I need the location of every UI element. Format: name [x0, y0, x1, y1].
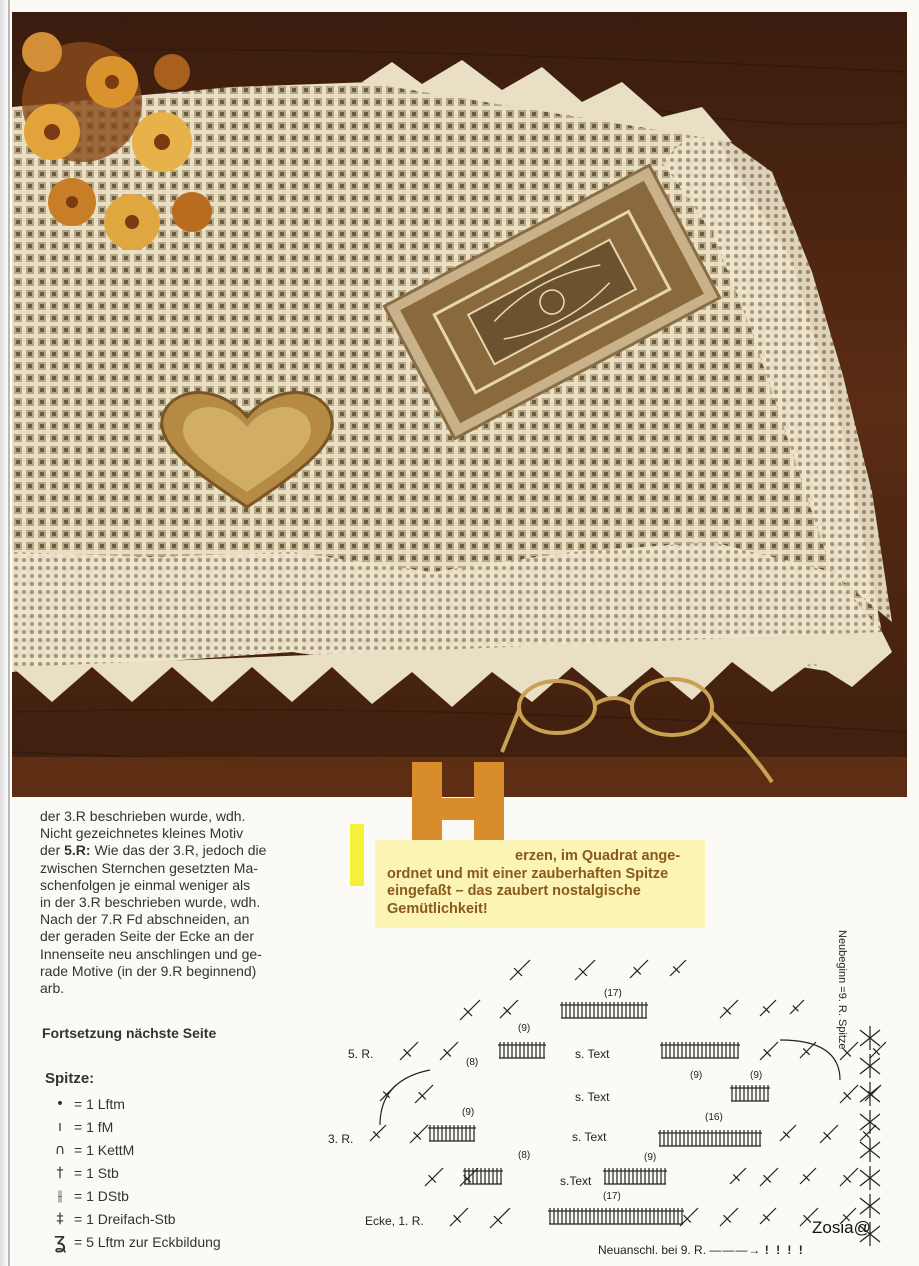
text-line: arb. — [40, 980, 65, 997]
legend-item — [46, 1115, 221, 1138]
reattach-marks: ! ! ! ! — [764, 1243, 805, 1257]
headline-line-2: ordnet und mit einer zauberhaften Spitze — [387, 865, 669, 882]
stitch-mark — [720, 1000, 738, 1018]
page-spine-shadow — [0, 0, 12, 1266]
see-text-label: s. Text — [575, 1090, 610, 1104]
row-label-corner: Ecke, 1. R. — [365, 1214, 424, 1228]
headline-line-4: Gemütlichkeit! — [387, 900, 488, 917]
stitch-mark — [440, 1042, 458, 1060]
count-label: (8) — [466, 1057, 479, 1068]
stitch-mark — [670, 960, 686, 976]
legend-item — [46, 1138, 221, 1161]
count-label: (9) — [750, 1070, 763, 1081]
row-label-3: 3. R. — [328, 1132, 354, 1146]
text-line: rade Motive (in der 9.R beginnend) — [40, 962, 257, 979]
see-text-label: s. Text — [575, 1047, 610, 1061]
chain-stitch-icon: • — [55, 1095, 65, 1112]
reattach-text: Neuanschl. bei 9. R. — [598, 1243, 707, 1257]
stitch-mark — [760, 1000, 776, 1016]
accent-bar — [350, 824, 364, 886]
text-fragment: der — [40, 842, 65, 859]
count-label: (9) — [644, 1152, 657, 1163]
count-label: (17) — [603, 1191, 621, 1202]
legend-item — [46, 1092, 221, 1115]
text-line: der 3.R beschrieben wurde, wdh. — [40, 808, 246, 824]
stitch-mark — [400, 1042, 418, 1060]
legend-label: = 5 Lftm zur Eckbildung — [74, 1233, 221, 1250]
stitch-mark — [780, 1125, 796, 1141]
instruction-text — [40, 808, 340, 997]
stitch-mark — [820, 1125, 838, 1143]
legend-label: = 1 fM — [74, 1118, 114, 1135]
tablecloth-photo — [12, 12, 907, 797]
stitch-mark — [460, 1000, 480, 1020]
single-crochet-icon: ı — [58, 1118, 62, 1135]
text-line: Nach der 7.R Fd abschneiden, an — [40, 911, 250, 928]
text-fragment: Wie das der 3.R, jedoch die — [90, 842, 267, 859]
stitch-mark — [425, 1168, 443, 1186]
stitch-mark — [380, 1070, 430, 1125]
corner-chain-icon: ʓ — [53, 1229, 67, 1254]
row-reference: 5.R: — [64, 842, 91, 859]
see-text-label: s. Text — [572, 1130, 607, 1144]
legend-label: = 1 Dreifach-Stb — [74, 1210, 176, 1227]
legend-item — [46, 1161, 221, 1184]
count-label: (8) — [518, 1150, 531, 1161]
legend-item — [46, 1184, 221, 1207]
stitch-mark — [760, 1208, 776, 1224]
headline-text — [387, 848, 707, 918]
legend-label: = 1 Lftm — [74, 1095, 125, 1112]
initial-letter-text: H — [458, 822, 459, 823]
page-spine-line — [8, 0, 10, 1266]
count-label: (17) — [604, 988, 622, 999]
reattach-note: Neuanschl. bei 9. R. ———→ ! ! ! ! — [598, 1243, 805, 1257]
legend-item — [46, 1207, 221, 1230]
row-label-5: 5. R. — [348, 1047, 374, 1061]
stitch-mark — [840, 1085, 858, 1103]
legend-label: = 1 DStb — [74, 1187, 129, 1204]
triple-treble-icon: ‡ — [56, 1210, 64, 1227]
stitch-mark — [780, 1040, 840, 1080]
double-crochet-icon: † — [56, 1164, 64, 1181]
legend-label: = 1 KettM — [74, 1141, 135, 1158]
stitch-mark — [720, 1208, 738, 1226]
stitch-mark — [790, 1000, 804, 1014]
slip-stitch-icon: ∩ — [54, 1141, 66, 1158]
text-line: Innenseite neu anschlingen und ge- — [40, 945, 262, 962]
continuation-note: Fortsetzung nächste Seite — [42, 1025, 217, 1041]
text-line: Nicht gezeichnetes kleines Motiv — [40, 825, 244, 842]
text-line: zwischen Sternchen gesetzten Ma- — [40, 859, 258, 876]
stitch-mark — [730, 1168, 746, 1184]
treble-crochet-icon: ⫲ — [57, 1187, 63, 1204]
legend-item — [46, 1230, 221, 1253]
stitch-mark — [840, 1168, 858, 1186]
text-line — [40, 842, 340, 859]
count-label: (9) — [518, 1023, 531, 1034]
stitch-mark — [500, 1000, 518, 1018]
crochet-diagram — [340, 930, 900, 1266]
text-line: der geraden Seite der Ecke an der — [40, 928, 255, 945]
signature: Zosia@ — [812, 1218, 871, 1237]
stitch-mark — [415, 1085, 433, 1103]
stitch-mark — [490, 1208, 510, 1228]
text-line: schenfolgen je einmal weniger als — [40, 876, 251, 893]
count-label: (9) — [690, 1070, 703, 1081]
stitch-mark — [510, 960, 530, 980]
stitch-mark — [760, 1042, 778, 1060]
stitch-mark — [410, 1125, 428, 1143]
count-label: (9) — [462, 1107, 475, 1118]
stitch-mark — [630, 960, 648, 978]
count-label: (16) — [705, 1112, 723, 1123]
legend-label: = 1 Stb — [74, 1164, 119, 1181]
stitch-mark — [575, 960, 595, 980]
text-line: in der 3.R beschrieben wurde, wdh. — [40, 894, 261, 911]
legend-title: Spitze: — [45, 1070, 95, 1087]
stitch-mark — [370, 1125, 386, 1141]
stitch-mark — [800, 1168, 816, 1184]
stitch-mark — [760, 1168, 778, 1186]
stitch-mark — [450, 1208, 468, 1226]
stitch-legend — [46, 1092, 221, 1253]
see-text-label: s.Text — [560, 1174, 592, 1188]
restart-note: Neubeginn =9. R. Spitze — [836, 930, 848, 1050]
headline-line-1: erzen, im Quadrat ange- — [515, 848, 681, 864]
headline-line-3: eingefaßt – das zaubert nostalgische — [387, 883, 641, 899]
